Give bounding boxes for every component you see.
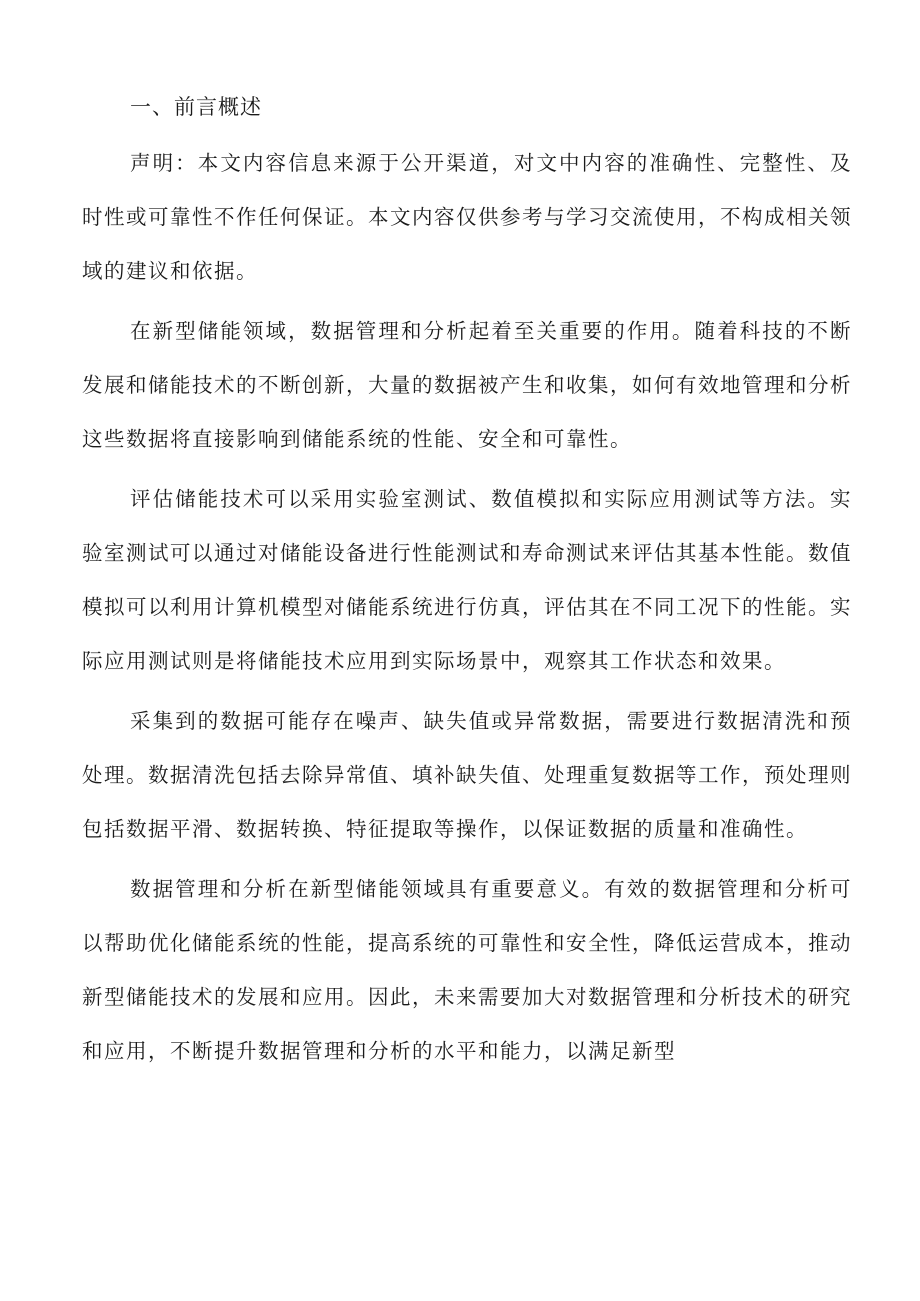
body-paragraph-data-cleaning: 采集到的数据可能存在噪声、缺失值或异常数据，需要进行数据清洗和预处理。数据清洗包括去除异常值、填补缺失值、处理重复数据等工作，预处理则包括数据平滑、数据转换、特征提取等操作，以保证数据的质量和准确性。 [82, 709, 852, 841]
body-paragraph-evaluation: 评估储能技术可以采用实验室测试、数值模拟和实际应用测试等方法。实验室测试可以通过对储能设备进行性能测试和寿命测试来评估其基本性能。数值模拟可以利用计算机模型对储能系统进行仿真，评估其在不同工况下的性能。实际应用测试则是将储能技术应用到实际场景中，观察其工作状态和效果。 [82, 487, 852, 673]
section-heading: 一、前言概述 [130, 95, 262, 119]
disclaimer-paragraph: 声明：本文内容信息来源于公开渠道，对文中内容的准确性、完整性、及时性或可靠性不作任何保证。本文内容仅供参考与学习交流使用，不构成相关领域的建议和依据。 [82, 151, 852, 283]
body-paragraph-significance: 数据管理和分析在新型储能领域具有重要意义。有效的数据管理和分析可以帮助优化储能系统的性能，提高系统的可靠性和安全性，降低运营成本，推动新型储能技术的发展和应用。因此，未来需要加大对数据管理和分析技术的研究和应用，不断提升数据管理和分析的水平和能力，以满足新型 [82, 877, 852, 1063]
document-body [82, 84, 852, 1084]
body-paragraph-data-role: 在新型储能领域，数据管理和分析起着至关重要的作用。随着科技的不断发展和储能技术的不断创新，大量的数据被产生和收集，如何有效地管理和分析这些数据将直接影响到储能系统的性能、安全和可靠性。 [82, 319, 852, 451]
